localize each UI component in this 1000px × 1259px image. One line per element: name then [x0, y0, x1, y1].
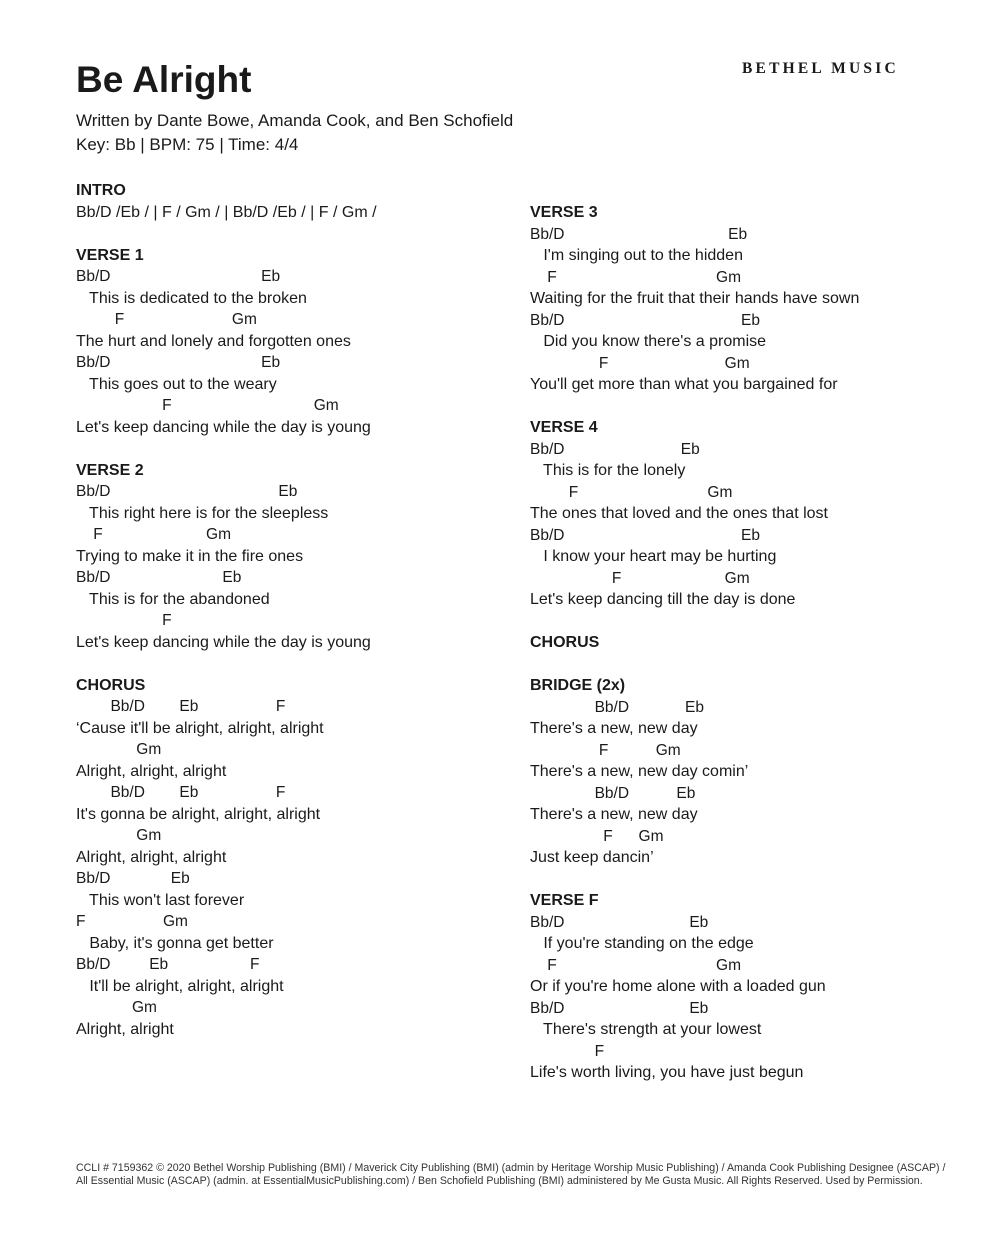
chord-line: Bb/D Eb F [76, 956, 260, 973]
lyric-line: This is dedicated to the broken [76, 289, 307, 307]
chord-line: Bb/D Eb [76, 268, 281, 285]
chord-line: F Gm [76, 913, 188, 930]
chord-line: Gm [76, 999, 157, 1016]
section-heading: VERSE 4 [530, 419, 598, 436]
lyric-line: There's a new, new day [530, 720, 698, 737]
lyric-line: Bb/D /Eb / | F / Gm / | Bb/D /Eb / | F / Gm / [76, 203, 377, 221]
chord-line: Bb/D Eb [530, 440, 700, 458]
chord-line: F Gm [530, 569, 750, 587]
lyric-line: There's a new, new day comin’ [530, 763, 749, 780]
spacer [530, 654, 960, 676]
chord-line: F Gm [76, 311, 257, 328]
lyric-line: This goes out to the weary [76, 375, 277, 393]
section-heading: INTRO [76, 182, 126, 199]
chord-line: Gm [76, 741, 162, 758]
lyric-line: It'll be alright, alright, alright [76, 977, 284, 995]
lyric-line: This won't last forever [76, 891, 245, 909]
chord-line: Bb/D Eb [76, 483, 298, 500]
chord-line: F [530, 1042, 605, 1060]
chord-line: Bb/D Eb [76, 569, 242, 586]
lyric-line: I know your heart may be hurting [530, 548, 777, 565]
chord-line: F Gm [530, 956, 741, 974]
brand-logo: BETHEL MUSIC [742, 60, 899, 77]
spacer [76, 223, 506, 245]
chord-line: F Gm [530, 268, 741, 286]
chord-line: Bb/D Eb F [76, 698, 286, 715]
section-heading: VERSE 2 [76, 461, 144, 479]
chord-line: Bb/D Eb [530, 999, 709, 1017]
lyric-line: Alright, alright, alright [76, 762, 227, 780]
chord-line: Bb/D Eb F [76, 784, 286, 801]
chord-line: F Gm [76, 397, 339, 414]
spacer [76, 438, 506, 460]
lyric-line: Just keep dancin’ [530, 849, 654, 866]
section-heading: CHORUS [530, 634, 600, 651]
chord-line: F Gm [76, 526, 232, 543]
lyric-line: It's gonna be alright, alright, alright [76, 805, 321, 823]
lyric-line: Or if you're home alone with a loaded gun [530, 978, 826, 995]
song-title: Be Alright [76, 59, 252, 100]
copyright-footer: CCLI # 7159362 © 2020 Bethel Worship Publishing (BMI) / Maverick City Publishing (BMI) (admin by Heritage Worship Music Publishing) / Amanda Cook Publishing Designee (ASCAP) / All Essential Music (ASCAP) (admin. at EssentialMusicPublishing.com) / Ben Schofield Publishing (BMI) administered by Me Gusta Music. All Rights Reserved. Used by Permission. [76, 1162, 946, 1188]
lyric-line: Let's keep dancing till the day is done [530, 591, 796, 608]
section-heading: CHORUS [76, 676, 146, 694]
chord-line: F Gm [530, 827, 664, 845]
chord-line: Bb/D Eb [530, 913, 709, 931]
lyric-line: Alright, alright, alright [76, 848, 227, 866]
spacer [530, 869, 960, 891]
chord-line: Bb/D Eb [76, 354, 281, 371]
lyric-line: The ones that loved and the ones that lost [530, 505, 828, 522]
lyric-line: Did you know there's a promise [530, 333, 767, 350]
lyric-line: Alright, alright [76, 1020, 174, 1038]
lyric-line: ‘Cause it'll be alright, alright, alright [76, 719, 324, 737]
lyric-line: I'm singing out to the hidden [530, 247, 743, 264]
lyric-line: The hurt and lonely and forgotten ones [76, 332, 351, 350]
right-column [530, 202, 960, 1084]
chord-line: F [76, 612, 172, 629]
section-heading: VERSE 3 [530, 204, 598, 221]
lyric-line: There's strength at your lowest [530, 1021, 762, 1038]
chord-line: Bb/D Eb [530, 526, 760, 544]
section-heading: VERSE F [530, 892, 599, 909]
lyric-line: Life's worth living, you have just begun [530, 1064, 804, 1081]
lyric-line: Waiting for the fruit that their hands have sown [530, 290, 860, 307]
chord-line: F Gm [530, 354, 750, 372]
chord-line: F Gm [530, 741, 681, 759]
chord-line: Gm [76, 827, 162, 844]
writers-credit: Written by Dante Bowe, Amanda Cook, and Ben Schofield [76, 111, 514, 130]
chord-line: Bb/D Eb [76, 870, 190, 887]
chord-line: Bb/D Eb [530, 698, 704, 716]
section-heading: BRIDGE (2x) [530, 677, 626, 694]
spacer [530, 396, 960, 418]
lyric-line: This right here is for the sleepless [76, 504, 329, 522]
chord-line: Bb/D Eb [530, 225, 748, 243]
chord-line: Bb/D Eb [530, 311, 760, 329]
chord-line: F Gm [530, 483, 733, 501]
lyric-line: You'll get more than what you bargained for [530, 376, 838, 393]
lyric-line: This is for the abandoned [76, 590, 270, 608]
lyric-line: Let's keep dancing while the day is young [76, 633, 371, 651]
section-heading: VERSE 1 [76, 246, 144, 264]
lyric-line: There's a new, new day [530, 806, 698, 823]
chord-line: Bb/D Eb [530, 784, 696, 802]
lyric-line: Let's keep dancing while the day is young [76, 418, 371, 436]
spacer [530, 611, 960, 633]
lyric-line: This is for the lonely [530, 462, 686, 479]
song-key-info: Key: Bb | BPM: 75 | Time: 4/4 [76, 135, 299, 154]
lyric-line: If you're standing on the edge [530, 935, 754, 952]
lyric-line: Baby, it's gonna get better [76, 934, 274, 952]
left-column [76, 180, 506, 1040]
lyric-line: Trying to make it in the fire ones [76, 547, 304, 565]
spacer [76, 653, 506, 675]
